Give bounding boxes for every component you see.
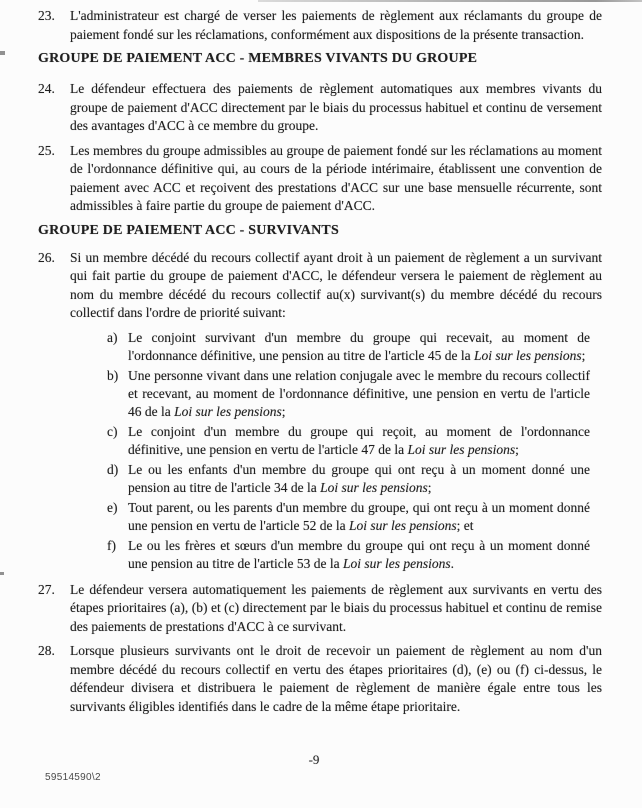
list-item-f bbox=[107, 537, 590, 573]
paragraph-23 bbox=[38, 7, 602, 44]
scan-speck bbox=[0, 51, 5, 55]
law-title-italic: Loi sur les pensions bbox=[348, 517, 457, 533]
paragraph-text: Le défendeur effectuera des paiements de règlement automatiques aux membres vivants du groupe de paiement d'ACC directement par le biais du processus habituel et continu de versement des avantages d'ACC à ce membre du groupe. bbox=[70, 81, 602, 133]
paragraph-text: L'administrateur est chargé de verser les paiements de règlement aux réclamants du groupe de paiement fondé sur les réclamations, conformément aux dispositions de la présente transaction. bbox=[70, 8, 602, 42]
paragraph-25 bbox=[38, 142, 602, 216]
paragraph-text: Les membres du groupe admissibles au groupe de paiement fondé sur les réclamations au moment de l'ordonnance définitive qui, au cours de la période intérimaire, établissent une convention de paiement avec ACC et reçoivent des prestations d'ACC sur une base mensuelle récurrente, sont admissibles à faire partie du groupe de paiement d'ACC. bbox=[70, 142, 602, 213]
list-item-text bbox=[128, 367, 590, 421]
paragraph-26 bbox=[38, 249, 602, 323]
list-item-marker: a) bbox=[107, 329, 118, 345]
paragraph-text: Le défendeur versera automatiquement les paiements de règlement aux survivants en vertu des étapes prioritaires (a), (b) et (c) directement par le biais du processus habituel et continu de remise des paiements de prestations d'ACC à ce survivant. bbox=[70, 581, 602, 634]
list-item-text-tail: ; bbox=[581, 347, 586, 363]
scan-artifact-line bbox=[258, 0, 642, 2]
paragraph-number: 25. bbox=[38, 142, 55, 158]
list-item-text-tail: ; bbox=[427, 479, 432, 495]
paragraph-number: 23. bbox=[38, 8, 55, 23]
list-item-a bbox=[107, 329, 590, 365]
list-item-text bbox=[128, 499, 590, 535]
section-heading-acc-survivors: GROUPE DE PAIEMENT ACC - SURVIVANTS bbox=[38, 222, 339, 238]
law-title-italic: Loi sur les pensions bbox=[174, 403, 282, 419]
paragraph-number: 27. bbox=[38, 581, 55, 597]
list-item-text-tail: ; bbox=[281, 403, 286, 419]
law-title-italic: Loi sur les pensions bbox=[474, 347, 582, 363]
list-item-text-lead: Le conjoint d'un membre du groupe qui reçoit, au moment de l'ordonnance définitive, une pension en vertu de l'article 47 de la bbox=[128, 423, 590, 457]
list-item-e bbox=[107, 499, 590, 535]
list-item-text-tail: . bbox=[450, 555, 454, 571]
paragraph-text: Lorsque plusieurs survivants ont le droit de recevoir un paiement de règlement au nom d'un membre décédé du recours collectif en vertu des étapes prioritaires (d), (e) ou (f) ci-dessus, le défendeur divisera et distribuera le paiement de règlement de manière égale entre tous les survivants éligibles identifiés dans le cadre de la même étape prioritaire. bbox=[70, 643, 602, 714]
list-item-text-lead: Tout parent, ou les parents d'un membre du groupe, qui ont reçu à un moment donné une pension en vertu de l'article 52 de la bbox=[128, 499, 590, 533]
list-item-text-lead: Le ou les frères et sœurs d'un membre du groupe qui ont reçu à un moment donné une pension au titre de l'article 53 de la bbox=[128, 537, 590, 571]
page-number: -9 bbox=[308, 752, 320, 767]
list-item-marker: e) bbox=[107, 499, 118, 515]
section-heading-acc-living-members: GROUPE DE PAIEMENT ACC - MEMBRES VIVANTS DU GROUPE bbox=[38, 51, 478, 66]
paragraph-text: Si un membre décédé du recours collectif ayant droit à un paiement de règlement a un survivant qui fait partie du groupe de paiement d'ACC, le défendeur versera le paiement de règlement au nom du membre décédé du recours collectif au(x) survivant(s) du membre décédé du recours collectif dans l'ordre de priorité suivant: bbox=[70, 249, 602, 320]
list-item-text-tail: ; et bbox=[456, 517, 474, 533]
paragraph-number: 24. bbox=[38, 81, 55, 96]
list-item-text bbox=[128, 423, 590, 459]
list-item-text bbox=[128, 329, 590, 365]
list-item-c bbox=[107, 423, 590, 459]
list-item-text bbox=[128, 461, 590, 497]
survivor-priority-list bbox=[107, 329, 590, 573]
list-item-text-lead: Le conjoint survivant d'un membre du groupe qui recevait, au moment de l'ordonnance définitive, une pension au titre de l'article 45 de la bbox=[128, 329, 590, 363]
scan-speck bbox=[0, 572, 4, 575]
list-item-marker: b) bbox=[107, 367, 119, 383]
law-title-italic: Loi sur les pensions bbox=[407, 441, 516, 457]
paragraph-number: 26. bbox=[38, 249, 55, 265]
law-title-italic: Loi sur les pensions bbox=[320, 479, 428, 495]
list-item-text-tail: ; bbox=[515, 441, 519, 457]
list-item-marker: d) bbox=[107, 461, 119, 477]
paragraph-number: 28. bbox=[38, 643, 55, 658]
list-item-d bbox=[107, 461, 590, 497]
list-item-text-lead: Une personne vivant dans une relation conjugale avec le membre du recours collectif et recevant, au moment de l'ordonnance définitive, une pension en vertu de l'article 46 de la bbox=[128, 367, 590, 419]
law-title-italic: Loi sur les pensions bbox=[342, 555, 451, 571]
list-item-marker: f) bbox=[107, 537, 116, 553]
paragraph-27 bbox=[38, 581, 602, 637]
paragraph-24 bbox=[38, 80, 602, 136]
paragraph-28 bbox=[38, 642, 602, 716]
list-item-text bbox=[128, 537, 590, 573]
list-item-marker: c) bbox=[107, 423, 118, 439]
doc-number: 59514590\2 bbox=[45, 772, 101, 783]
list-item-b bbox=[107, 367, 590, 421]
list-item-text-lead: Le ou les enfants d'un membre du groupe qui ont reçu à un moment donné une pension au titre de l'article 34 de la bbox=[128, 461, 590, 495]
